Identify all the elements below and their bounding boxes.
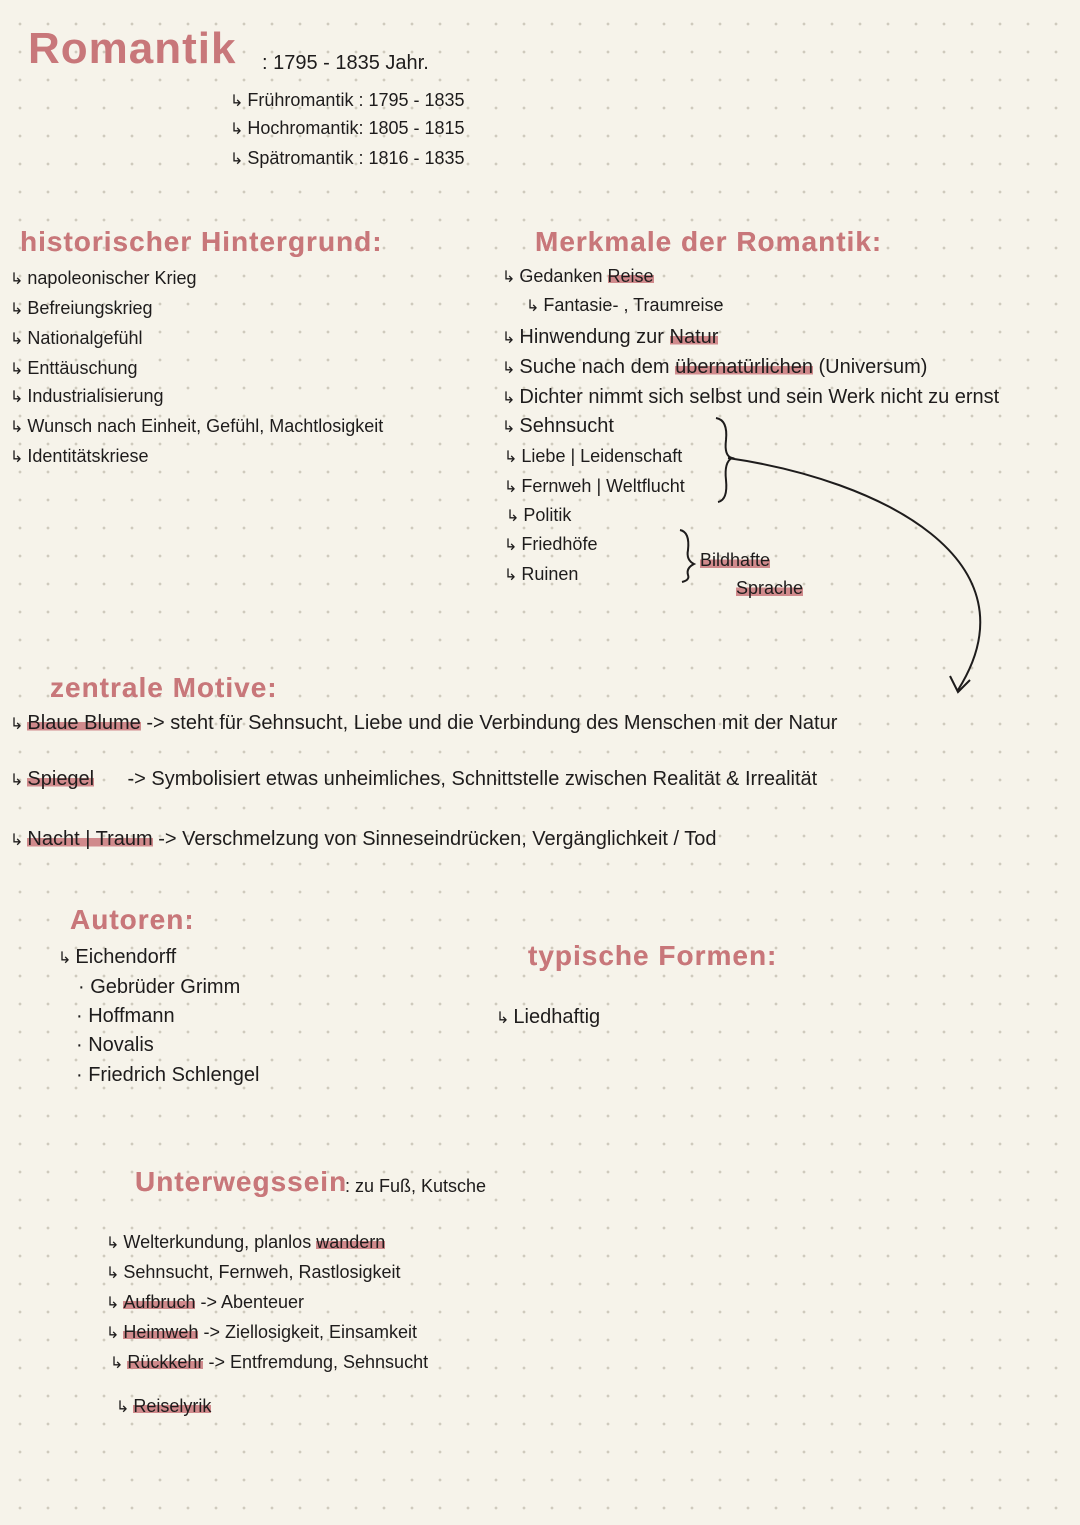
section-heading-motive: zentrale Motive: <box>50 672 278 703</box>
section-heading-merkmale: Merkmale der Romantik: <box>535 226 883 257</box>
motiv-item: ↳ Spiegel -> Symbolisiert etwas unheimliches, Schnittstelle zwischen Realität & Irrealität <box>10 768 818 790</box>
list-item: ↳ Rückkehr -> Entfremdung, Sehnsucht <box>110 1352 429 1372</box>
motiv-item: ↳ Nacht | Traum -> Verschmelzung von Sinneseindrücken, Vergänglichkeit / Tod <box>10 828 717 850</box>
author-item: ↳ Eichendorff <box>58 946 177 968</box>
list-item: ↳ Identitätskriese <box>10 446 149 466</box>
list-item: ↳ Aufbruch -> Abenteuer <box>106 1292 305 1312</box>
list-item: ↳ Sehnsucht, Fernweh, Rastlosigkeit <box>106 1262 401 1282</box>
bracket <box>716 418 732 502</box>
list-item: ↳ Hinwendung zur Natur <box>502 326 719 348</box>
list-item: ↳ Wunsch nach Einheit, Gefühl, Machtlosigkeit <box>10 416 384 436</box>
period: ↳ Hochromantik: 1805 - 1815 <box>230 118 465 138</box>
list-item: ↳ Fernweh | Weltflucht <box>504 476 685 496</box>
list-item: ↳ Enttäuschung <box>10 358 138 378</box>
list-item: ↳ Heimweh -> Ziellosigkeit, Einsamkeit <box>106 1322 418 1342</box>
unterwegs-sub: : zu Fuß, Kutsche <box>345 1176 487 1196</box>
author-item: · Gebrüder Grimm <box>78 976 241 998</box>
section-heading-unterwegs: Unterwegssein <box>135 1166 348 1197</box>
list-item: ↳ Dichter nimmt sich selbst und sein Werk nicht zu ernst <box>502 386 1000 408</box>
list-item: ↳ Nationalgefühl <box>10 328 143 348</box>
list-item: ↳ Welterkundung, planlos wandern <box>106 1232 386 1252</box>
section-heading-formen: typische Formen: <box>528 940 778 971</box>
author-item: · Friedrich Schlengel <box>76 1064 260 1086</box>
list-item: ↳ Reiselyrik <box>116 1396 212 1416</box>
list-item: ↳ Industrialisierung <box>10 386 164 406</box>
period: ↳ Frühromantik : 1795 - 1835 <box>230 90 465 110</box>
author-item: · Hoffmann <box>76 1005 175 1027</box>
motiv-item: ↳ Blaue Blume -> steht für Sehnsucht, Liebe und die Verbindung des Menschen mit der Natur <box>10 712 838 734</box>
list-item: ↳ Ruinen <box>504 564 579 584</box>
form-item: ↳ Liedhaftig <box>496 1006 601 1028</box>
list-item: ↳ Gedanken Reise <box>502 266 654 286</box>
bildhaft-label: Bildhafte <box>700 550 771 570</box>
bildhaft-label: Sprache <box>736 578 804 598</box>
list-item: ↳ Friedhöfe <box>504 534 598 554</box>
list-item: ↳ Suche nach dem übernatürlichen (Universum) <box>502 356 928 378</box>
section-heading-historisch: historischer Hintergrund: <box>20 226 383 257</box>
title-years: : 1795 - 1835 Jahr. <box>262 52 429 74</box>
list-item: ↳ Sehnsucht <box>502 415 614 437</box>
list-item: ↳ Liebe | Leidenschaft <box>504 446 683 466</box>
list-item: ↳ napoleonischer Krieg <box>10 268 197 288</box>
section-heading-autoren: Autoren: <box>70 904 195 935</box>
author-item: · Novalis <box>76 1034 154 1056</box>
list-item: ↳ Fantasie- , Traumreise <box>526 295 724 315</box>
list-item: ↳ Befreiungskrieg <box>10 298 153 318</box>
list-item: ↳ Politik <box>506 505 572 525</box>
page-title: Romantik <box>28 24 237 73</box>
period: ↳ Spätromantik : 1816 - 1835 <box>230 148 465 168</box>
